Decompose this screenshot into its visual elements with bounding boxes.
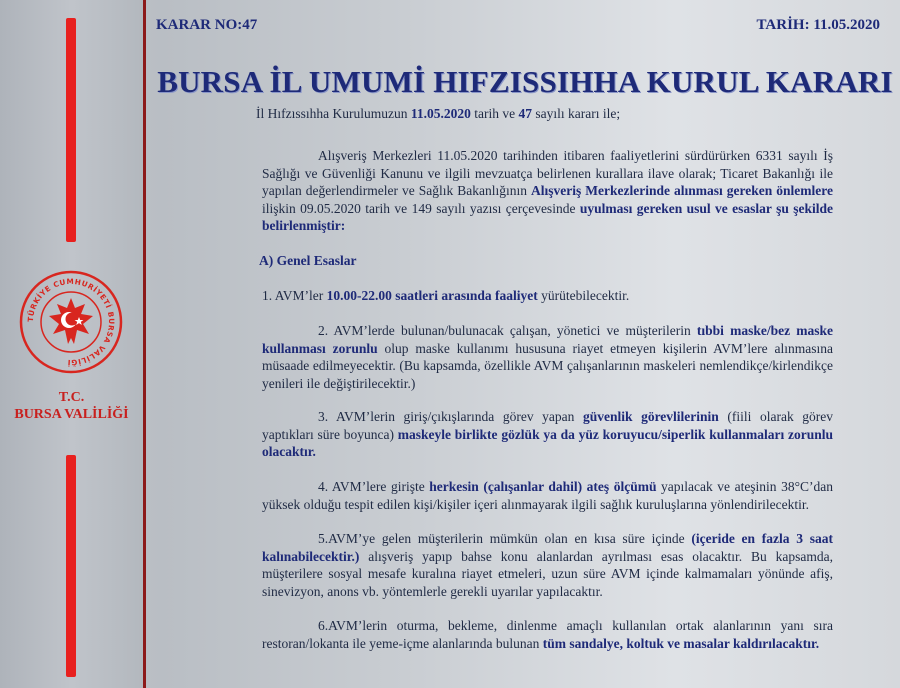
decision-date: TARİH: 11.05.2020 — [756, 17, 880, 33]
rule-item-4: 4. AVM’lere girişte herkesin (çalışanlar dahil) ateş ölçümü yapılacak ve ateşinin 38°C’dan yüksek olduğu tespit edilen kişi/kişiler içeri alınmayarak ilgili sağlık kuruluşlarına yönlendirilecektir. — [262, 479, 833, 512]
red-bar-bottom — [66, 455, 76, 677]
bursa-governorship-emblem — [17, 268, 125, 376]
rule-item-2: 2. AVM’lerde bulunan/bulunacak çalışan, yönetici ve müşterilerin tıbbi maske/bez maske kullanması zorunlu olup maske kullanımı hususuna riayet etmeyen kişilerin AVM’lere alınmasına müsaade edilmeyecektir. (Bu kapsamda, özellikle AVM çalışanlarının maskeleri nemlendikçe/kirlendikçe yenileri ile değiştirilecektir.) — [262, 323, 833, 391]
rule-item-6: 6.AVM’lerin oturma, bekleme, dinlenme amaçlı kullanılan ortak alanlarının yanı sıra restoran/lokanta ile yeme-içme alanlarında bulunan tüm sandalye, koltuk ve masalar kaldırılacaktır. — [262, 618, 833, 651]
sidebar-divider — [143, 0, 146, 688]
section-heading: A) Genel Esaslar — [259, 253, 357, 268]
org-line-bursa-valiligi: BURSA VALİLİĞİ — [14, 407, 129, 422]
intro-paragraph: İl Hıfzıssıhha Kurulumuzun 11.05.2020 tarih ve 47 sayılı kararı ile; — [256, 106, 621, 121]
org-line-tc: T.C. — [58, 390, 85, 405]
rule-item-5: 5.AVM’ye gelen müşterilerin mümkün olan en kısa süre içinde (içeride en fazla 3 saat kalınabilecektir.) alışveriş yapıp bahse konu alanlardan ayrılması esas olacaktır. Bu kapsamda, müşterilere sosyal mesafe kuralına riayet etmeleri, uzun süre AVM içinde kalmamaları yönünde afiş, sinevizyon, anons vb. yöntemlerle gerekli uyarılar yapılacaktır. — [262, 531, 833, 599]
rule-item-3: 3. AVM’lerin giriş/çıkışlarında görev yapan güvenlik görevlilerinin (fiili olarak görev yaptıkları süre boyunca) maskeyle birlikte gözlük ya da yüz koruyucu/siperlik kullanmaları zorunlu olacaktır. — [262, 409, 834, 460]
emblem-ring-text: TÜRKİYE CUMHURİYETİ BURSA VALİLİĞİ — [25, 276, 117, 368]
preamble-paragraph: Alışveriş Merkezleri 11.05.2020 tarihinden itibaren faaliyetlerini sürdürürken 6331 sayılı İş Sağlığı ve Güvenliği Kanunu ve ilgili mevzuatça belirlenen kurallara ilave olarak; Ticaret Bakanlığı ile yapılan değerlendirmeler ve Sağlık Bakanlığının Alışveriş Merkezlerinde alınması gereken önlemlere ilişkin 09.05.2020 tarih ve 149 sayılı yazısı çerçevesinde uyulması gereken usul ve esaslar şu şekilde belirlenmiştir: — [262, 148, 833, 234]
decision-number: KARAR NO:47 — [156, 17, 258, 33]
rule-item-1: 1. AVM’ler 10.00-22.00 saatleri arasında faaliyet yürütebilecektir. — [262, 288, 630, 303]
document-title: BURSA İL UMUMİ HIFZISSIHHA KURUL KARARI — [157, 64, 893, 99]
red-bar-top — [66, 18, 76, 242]
